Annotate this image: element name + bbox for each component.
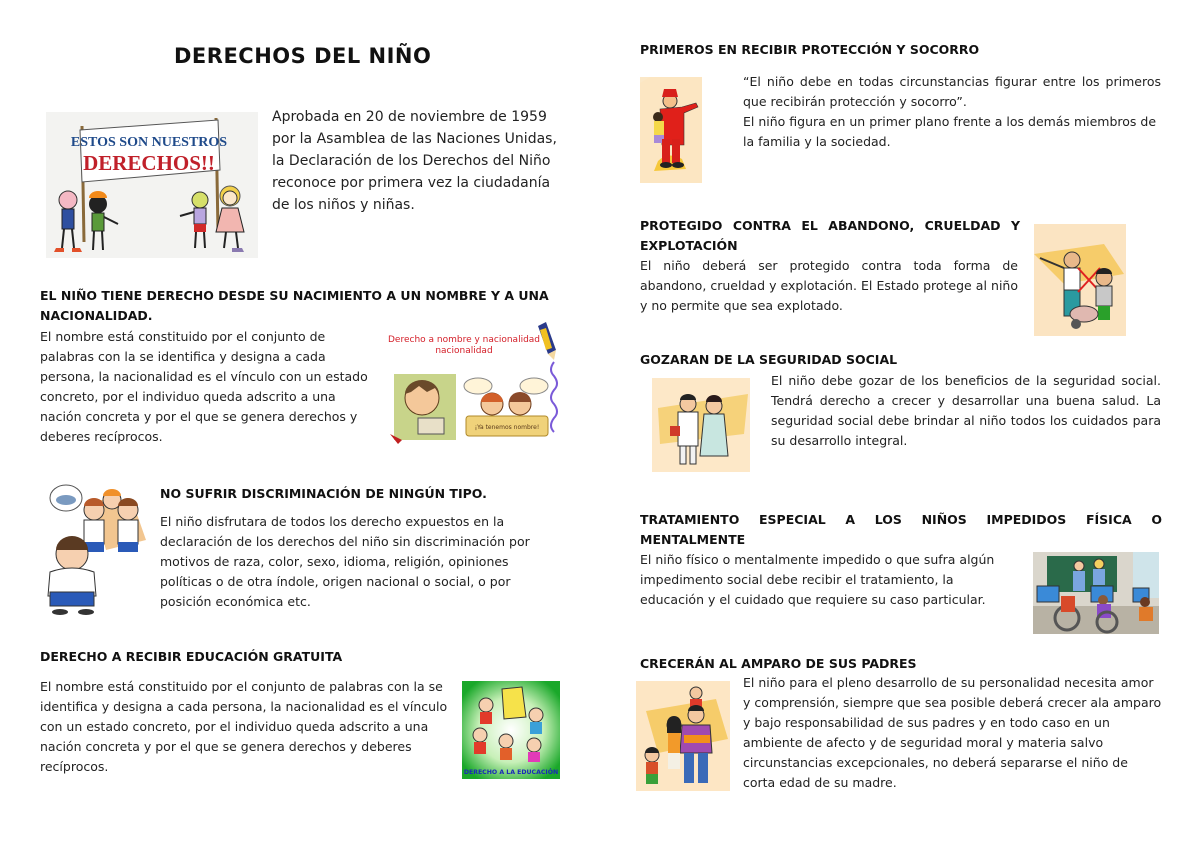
intro-paragraph: Aprobada en 20 de noviembre de 1959 por la Asamblea de las Naciones Unidas, la Declaración de los Derechos del Niño reconoce por primera vez la ciudadanía de los niños y niñas. — [272, 109, 557, 213]
svg-text:DERECHOS!!: DERECHOS!! — [83, 151, 215, 175]
section-body-educacion: El nombre está constituido por el conjunto de palabras con la se identifica y designa a cada persona, la nacionalidad es el vínculo con un estado concreto, por el individuo queda adscrito a una nación concreta y por el que se genera derechos y deberes recíprocos. — [40, 679, 448, 774]
svg-text:nacionalidad: nacionalidad — [435, 346, 493, 356]
page-title: DERECHOS DEL NIÑO — [174, 44, 432, 68]
section-heading-educacion: DERECHO A RECIBIR EDUCACIÓN GRATUITA — [40, 649, 343, 664]
firefighter-image — [640, 77, 702, 183]
name-nationality-image — [388, 322, 560, 446]
education-right-image — [462, 681, 560, 779]
section-heading-amparo-padres: CRECERÁN AL AMPARO DE SUS PADRES — [640, 656, 917, 671]
section-heading-discriminacion: NO SUFRIR DISCRIMINACIÓN DE NINGÚN TIPO. — [160, 486, 487, 501]
svg-text:¡Ya tenemos nombre!: ¡Ya tenemos nombre! — [474, 424, 540, 431]
section-heading-seguridad-social: GOZARAN DE LA SEGURIDAD SOCIAL — [640, 352, 898, 367]
section-heading-nombre-nacionalidad: EL NIÑO TIENE DERECHO DESDE SU NACIMIENTO A UN NOMBRE Y A UNA NACIONALIDAD. — [40, 288, 549, 323]
section-body-proteccion-socorro: “El niño debe en todas circunstancias figurar entre los primeros que recibirán protección y socorro”. — [743, 74, 1161, 109]
svg-text:DERECHO A LA EDUCACIÓN: DERECHO A LA EDUCACIÓN — [463, 769, 559, 776]
section-body-impedidos: El niño físico o mentalmente impedido o que sufra algún impedimento social debe recibir el tratamiento, la educación y el cuidado que requiere su caso particular. — [640, 552, 995, 607]
section-body2-proteccion-socorro: El niño figura en un primer plano frente a los demás miembros de la familia y la sociedad. — [743, 114, 1157, 149]
section-body-nombre-nacionalidad: El nombre está constituido por el conjunto de palabras con la se identifica y designa a cada persona, la nacionalidad es el vínculo con un estado concreto, por el individuo queda adscrito a una nación concreta y por el que se genera derechos y deberes recíprocos. — [40, 329, 368, 444]
family-image — [636, 681, 730, 791]
section-body-abandono: El niño deberá ser protegido contra toda forma de abandono, crueldad y explotación. El Estado protege al niño y no permite que sea explotado. — [640, 258, 1018, 313]
discrimination-image — [42, 480, 152, 616]
section-heading-abandono: PROTEGIDO CONTRA EL ABANDONO, CRUELDAD Y EXPLOTACIÓN — [640, 218, 1020, 253]
svg-text:Derecho a nombre y nacionalida: Derecho a nombre y nacionalidad — [388, 335, 541, 345]
section-body-amparo-padres: El niño para el pleno desarrollo de su personalidad necesita amor y comprensión, siempre que sea posible deberá crecer ala amparo y bajo responsabilidad de sus padres y en todo caso en un ambiente de afecto y de seguridad moral y materia salvo circunstancias excepcionales, no deberá separarse el niño de corta edad de su madre. — [743, 675, 1162, 790]
doctor-image — [652, 378, 750, 472]
kids-rights-banner-image — [46, 112, 258, 258]
svg-text:ESTOS SON NUESTROS: ESTOS SON NUESTROS — [70, 135, 228, 150]
child-labor-image — [1034, 224, 1126, 336]
section-body-seguridad-social: El niño debe gozar de los beneficios de la seguridad social. Tendrá derecho a crecer y desarrollar una buena salud. La seguridad social debe brindar al niño todos los cuidados para su desarrollo integral. — [771, 373, 1161, 448]
classroom-wheelchair-image — [1033, 552, 1159, 634]
section-heading-proteccion-socorro: PRIMEROS EN RECIBIR PROTECCIÓN Y SOCORRO — [640, 42, 980, 57]
section-body-discriminacion: El niño disfrutara de todos los derecho expuestos en la declaración de los derechos del niño sin discriminación por motivos de raza, color, sexo, idioma, religión, opiniones políticas o de otra índole, origen nacional o social, o por posición económica etc. — [160, 514, 530, 609]
section-heading-impedidos: TRATAMIENTO ESPECIAL A LOS NIÑOS IMPEDIDOS FÍSICA O MENTALMENTE — [640, 512, 1162, 547]
